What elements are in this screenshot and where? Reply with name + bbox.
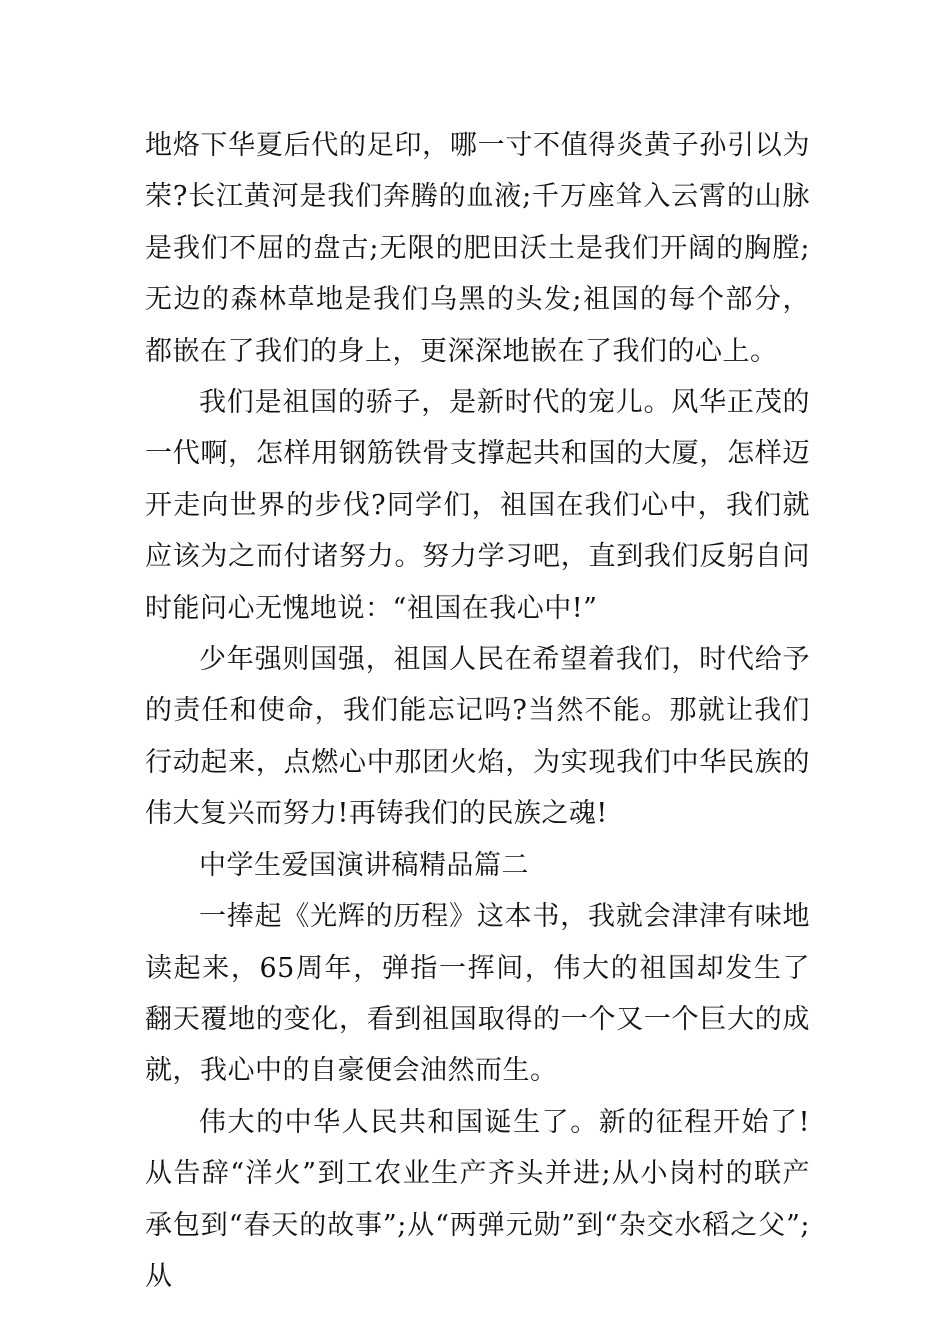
section-heading: 中学生爱国演讲稿精品篇二 [199, 849, 529, 881]
document-page [145, 120, 810, 1302]
paragraph-youth-pride: 我们是祖国的骄子，是新时代的宠儿。风华正茂的一代啊，怎样用钢筋铁骨支撑起共和国的大厦，怎样迈开走向世界的步伐?同学们，祖国在我们心中，我们就应该为之而付诸努力。努力学习吧，直到我们反躬自问时能问心无愧地说：“祖国在我心中!” [145, 387, 810, 624]
paragraph-strong-youth: 少年强则国强，祖国人民在希望着我们，时代给予的责任和使命，我们能忘记吗?当然不能。那就让我们行动起来，点燃心中那团火焰，为实现我们中华民族的伟大复兴而努力!再铸我们的民族之魂! [145, 644, 810, 830]
paragraph-continuation: 地烙下华夏后代的足印，哪一寸不值得炎黄子孙引以为荣?长江黄河是我们奔腾的血液;千万座耸入云霄的山脉是我们不屈的盘古;无限的肥田沃土是我们开阔的胸膛;无边的森林草地是我们乌黑的头发;祖国的每个部分，都嵌在了我们的身上，更深深地嵌在了我们的心上。 [145, 130, 810, 367]
paragraph-new-journey: 伟大的中华人民共和国诞生了。新的征程开始了!从告辞“洋火”到工农业生产齐头并进;从小岗村的联产承包到“春天的故事”;从“两弹元勋”到“杂交水稻之父”;从 [145, 1106, 810, 1292]
paragraph-book-reading: 一捧起《光辉的历程》这本书，我就会津津有味地读起来，65周年，弹指一挥间，伟大的祖国却发生了翻天覆地的变化，看到祖国取得的一个又一个巨大的成就，我心中的自豪便会油然而生。 [145, 901, 810, 1087]
